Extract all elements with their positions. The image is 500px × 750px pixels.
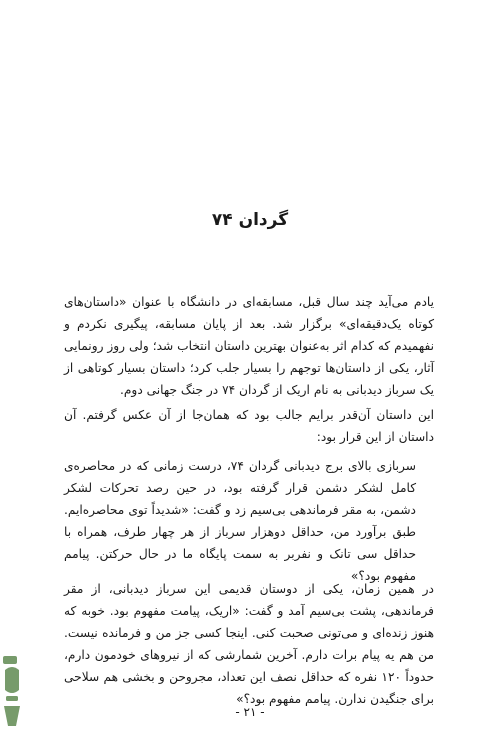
chapter-title: گردان ۷۴	[211, 210, 289, 230]
paragraph-1-text: یادم می‌آید چند سال قبل، مسابقه‌ای در دانشگاه با عنوان «داستان‌های کوتاه یک‌دقیقه‌ای» برگزار شد. بعد از پایان مسابقه، پیگیری نکردم و نفهمیدم که کدام اثر به‌عنوان بهترین داستان انتخاب شد؛ ولی روز رونمایی آثار، یکی از داستان‌ها توجهم را بسیار جلب کرد؛ داستان بسیار کوتاهی از یک سرباز دیدبانی به نام اریک از گردان ۷۴ در جنگ جهانی دوم.	[64, 295, 434, 397]
quoted-story	[64, 455, 416, 587]
paragraph-2	[64, 404, 434, 448]
paragraph-1	[64, 291, 434, 401]
page-number: - ۲۱ -	[235, 705, 265, 719]
paragraph-2-text: این داستان آن‌قدر برایم جالب بود که همان‌جا از آن عکس گرفتم. آن داستان از این قرار بود:	[64, 408, 434, 444]
publisher-logo	[0, 650, 26, 735]
paragraph-3	[64, 578, 434, 710]
quoted-story-text: سربازی بالای برج دیدبانی گردان ۷۴، درست زمانی که در محاصره‌ی کامل لشکر دشمن قرار گرفته بود، در حین رصد تحرکات لشکر دشمن، به مقر فرماندهی بی‌سیم زد و گفت: «شدیداً توی محاصره‌ایم. طبق برآورد من، حداقل دوهزار سرباز از هر چهار طرف، همراه با حداقل سی تانک و نفربر به سمت پایگاه ما در حال حرکتن. پیامم مفهوم بود؟»	[64, 459, 416, 583]
paragraph-3-text: در همین زمان، یکی از دوستان قدیمی این سرباز دیدبانی، از مقر فرماندهی، پشت بی‌سیم آمد و گفت: «اریک، پیامت مفهوم بود. خوبه که هنوز زنده‌ای و می‌تونی صحبت کنی. اینجا کسی جز من و فرمانده نیست. من هم یه پیام برات دارم. آخرین شمارشی که از نیروهای خودمون دارم، حدوداً ۱۲۰ نفره که حداقل نصف این تعداد، مجروحن و بخشی هم سلاحی برای جنگیدن ندارن. پیامم مفهوم بود؟»	[64, 582, 434, 706]
